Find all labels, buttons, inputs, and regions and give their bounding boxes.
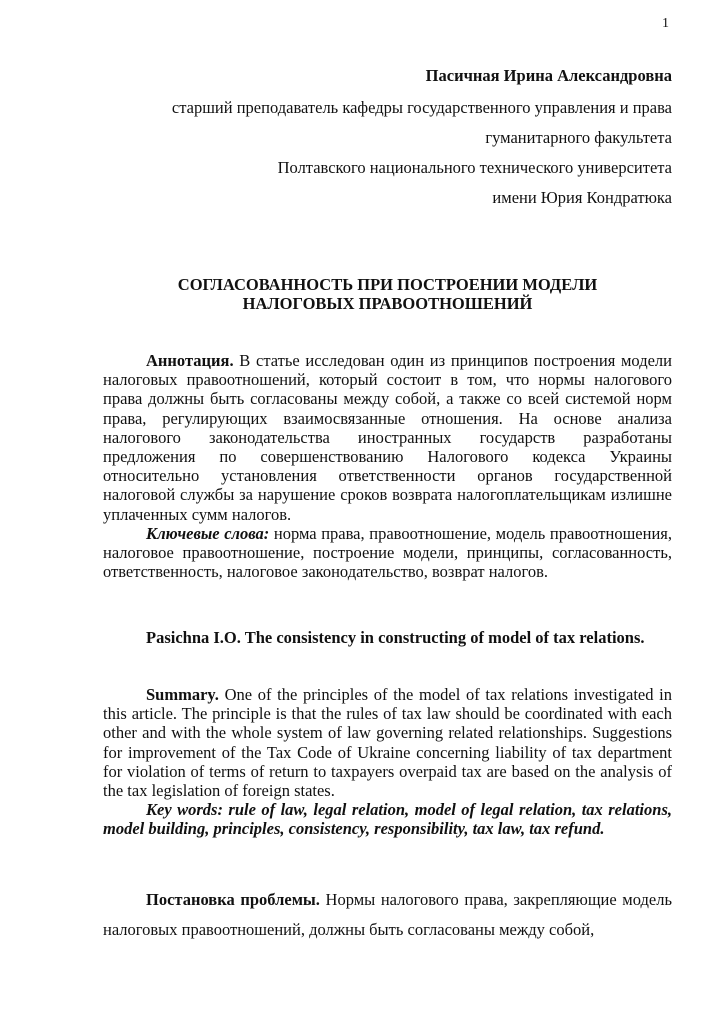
problem-paragraph xyxy=(103,885,672,945)
annotation-paragraph xyxy=(103,351,672,524)
summary-label: Summary. xyxy=(146,685,219,704)
summary-section xyxy=(103,685,672,839)
author-university-name: имени Юрия Кондратюка xyxy=(492,188,672,207)
article-title-line-1: СОГЛАСОВАННОСТЬ ПРИ ПОСТРОЕНИИ МОДЕЛИ xyxy=(177,275,598,294)
problem-section xyxy=(103,885,672,945)
summary-paragraph xyxy=(103,685,672,800)
article-title-line-2: НАЛОГОВЫХ ПРАВООТНОШЕНИЙ xyxy=(242,294,533,313)
author-faculty: гуманитарного факультета xyxy=(485,128,672,147)
annotation-label: Аннотация. xyxy=(146,351,234,370)
author-university: Полтавского национального технического университета xyxy=(277,158,672,177)
keywords-ru-label: Ключевые слова: xyxy=(146,523,270,543)
keywords-ru-text: норма права, правоотношение, модель правоотношения, налоговое правоотношение, построение модели, принципы, согласованность, ответственность, налоговое законодательство, возврат налогов. xyxy=(103,523,672,582)
abstract-section xyxy=(103,351,672,581)
problem-label: Постановка проблемы. xyxy=(146,890,320,909)
summary-text: One of the principles of the model of tax relations investigated in this article. The principle is that the rules of tax law should be coordinated with each other and with the whole system of law governing related relationships. Suggestions for improvement of the Tax Code of Ukraine concerning liability of tax department for violation of terms of return to taxpayers overpaid tax are based on the analysis of the tax legislation of foreign states. xyxy=(103,685,672,801)
author-name: Пасичная Ирина Александровна xyxy=(425,66,672,85)
english-title: Pasichna I.O. The consistency in constructing of model of tax relations. xyxy=(146,628,645,647)
keywords-ru-paragraph xyxy=(103,524,672,582)
author-position: старший преподаватель кафедры государственного управления и права xyxy=(171,98,672,117)
problem-text: Нормы налогового права, закрепляющие модель налоговых правоотношений, должны быть согласованы между собой, xyxy=(103,890,672,939)
annotation-text: В статье исследован один из принципов построения модели налоговых правоотношений, который состоит в том, что нормы налогового права должны быть согласованы между собой, а также со всей системой норм права, регулирующих взаимосвязанные отношения. На основе анализа налогового законодательства иностранных государств разработаны предложения по совершенствованию Налогового кодекса Украины относительно установления ответственности органов государственной налоговой службы за нарушение сроков возврата налогоплательщикам излишне уплаченных сумм налогов. xyxy=(103,351,672,524)
keywords-en-paragraph: Key words: rule of law, legal relation, model of legal relation, tax relations, model building, principles, consistency, responsibility, tax law, tax refund. xyxy=(103,800,672,839)
page-number: 1 xyxy=(662,16,669,31)
article-title xyxy=(103,275,672,313)
